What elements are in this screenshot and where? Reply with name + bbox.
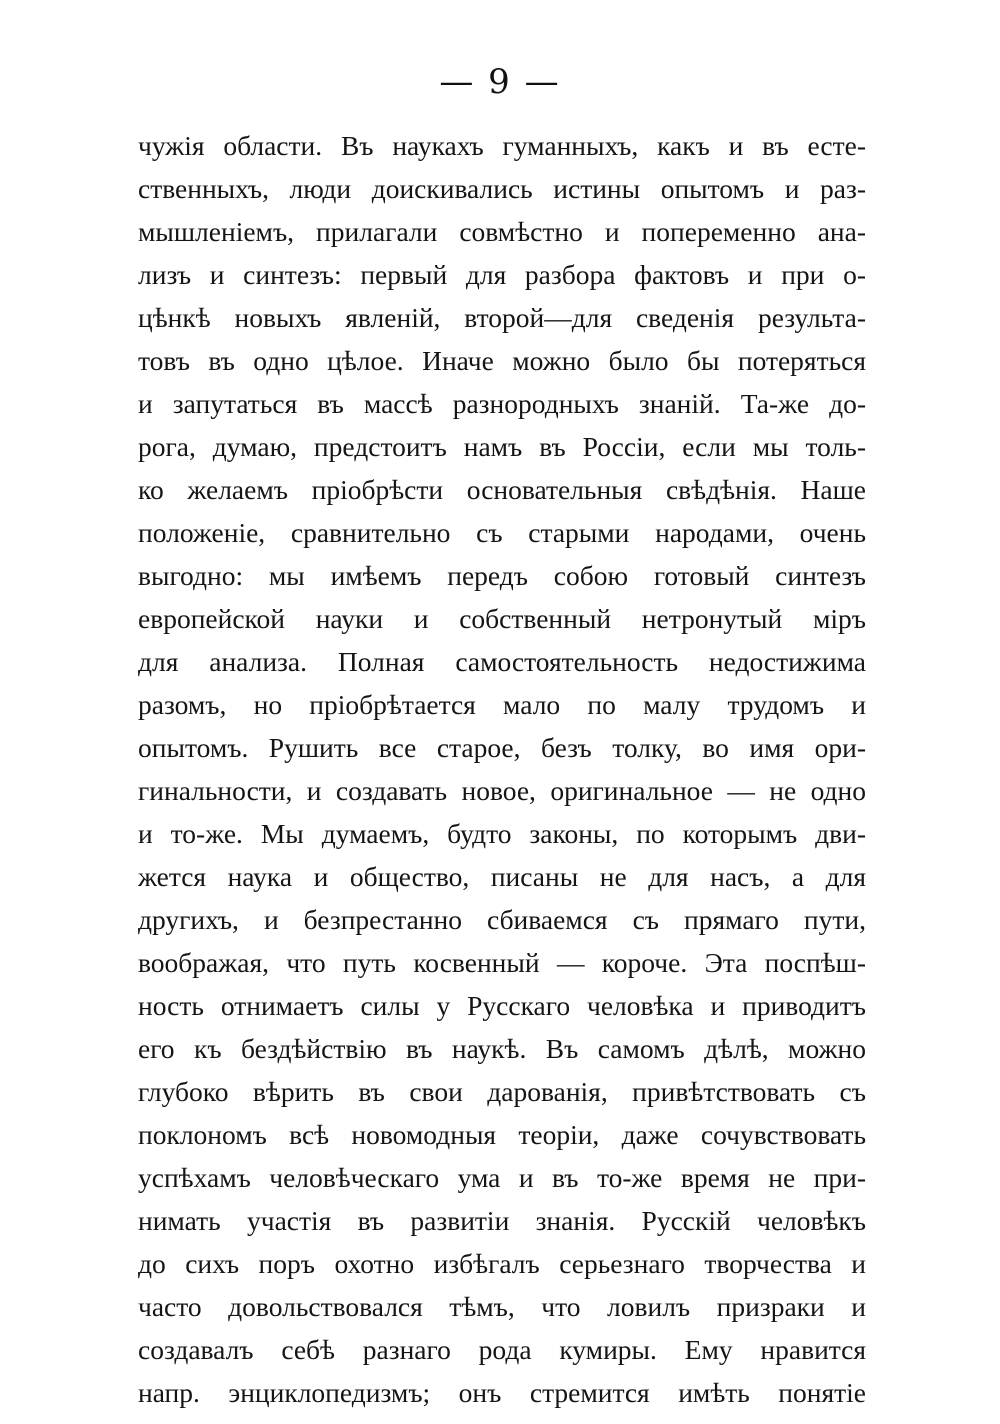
text-line: глубоко вѣрить въ свои дарованія, привѣтствовать съ [138, 1076, 866, 1107]
text-line: и запутаться въ массѣ разнородныхъ знаній. Та-же до- [138, 388, 866, 419]
text-line: товъ въ одно цѣлое. Иначе можно было бы потеряться [138, 345, 866, 376]
text-line: лизъ и синтезъ: первый для разбора фактовъ и при о- [138, 259, 866, 290]
text-line: напр. энциклопедизмъ; онъ стремится имѣть понятіе [138, 1377, 866, 1408]
text-line: европейской науки и собственный нетронутый міръ [138, 603, 866, 634]
text-line: чужія области. Въ наукахъ гуманныхъ, какъ и въ есте- [138, 130, 866, 161]
text-line: и то-же. Мы думаемъ, будто законы, по которымъ дви- [138, 818, 866, 849]
text-line: ко желаемъ пріобрѣсти основательныя свѣдѣнія. Наше [138, 474, 866, 505]
body-text [138, 124, 866, 1414]
text-line: рога, думаю, предстоитъ намъ въ Россіи, если мы толь- [138, 431, 866, 462]
text-line: мышленіемъ, прилагали совмѣстно и попеременно ана- [138, 216, 866, 247]
text-line: положеніе, сравнительно съ старыми народами, очень [138, 517, 866, 548]
text-line: ность отнимаетъ силы у Русскаго человѣка и приводитъ [138, 990, 866, 1021]
text-line: поклономъ всѣ новомодныя теоріи, даже сочувствовать [138, 1119, 866, 1150]
text-line: выгодно: мы имѣемъ передъ собою готовый синтезъ [138, 560, 866, 591]
text-line: создавалъ себѣ разнаго рода кумиры. Ему нравится [138, 1334, 866, 1365]
text-line: часто довольствовался тѣмъ, что ловилъ призраки и [138, 1291, 866, 1322]
text-line: жется наука и общество, писаны не для насъ, а для [138, 861, 866, 892]
text-line: воображая, что путь косвенный — короче. Эта поспѣш- [138, 947, 866, 978]
text-line: опытомъ. Рушить все старое, безъ толку, во имя ори- [138, 732, 866, 763]
text-line: разомъ, но пріобрѣтается мало по малу трудомъ и [138, 689, 866, 720]
text-line: его къ бездѣйствію въ наукѣ. Въ самомъ дѣлѣ, можно [138, 1033, 866, 1064]
text-line: цѣнкѣ новыхъ явленій, второй—для сведенія результа- [138, 302, 866, 333]
text-line: успѣхамъ человѣческаго ума и въ то-же время не при- [138, 1162, 866, 1193]
text-line: для анализа. Полная самостоятельность недостижима [138, 646, 866, 677]
text-line: нимать участія въ развитіи знанія. Русскій человѣкъ [138, 1205, 866, 1236]
text-line: гинальности, и создавать новое, оригинальное — не одно [138, 775, 866, 806]
text-line: ственныхъ, люди доискивались истины опытомъ и раз- [138, 173, 866, 204]
text-line: до сихъ поръ охотно избѣгалъ серьезнаго творчества и [138, 1248, 866, 1279]
page-number: — 9 — [439, 62, 561, 102]
text-line: другихъ, и безпрестанно сбиваемся съ прямаго пути, [138, 904, 866, 935]
